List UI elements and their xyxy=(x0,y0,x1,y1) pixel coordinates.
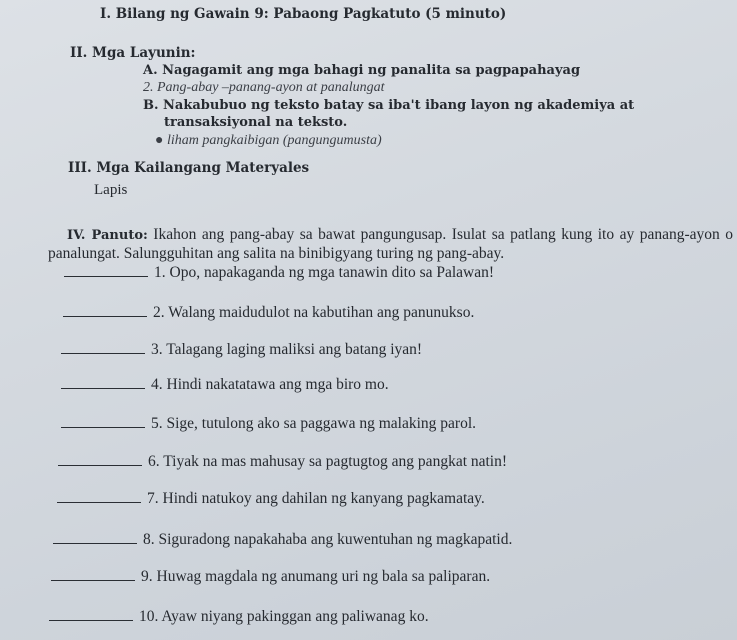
answer-blank[interactable] xyxy=(58,464,142,466)
exercise-sentence: 8. Siguradong napakahaba ang kuwentuhan ng magkapatid. xyxy=(143,531,513,548)
objective-a-sub: 2. Pang-abay –panang-ayon at panalungat xyxy=(143,80,385,95)
answer-blank[interactable] xyxy=(51,579,135,581)
exercise-item xyxy=(58,453,507,471)
instructions-text: Ikahon ang pang-abay sa bawat pangungusap. Isulat sa patlang kung ito ay panang-ayon o panalungat. Salungguhitan ang salita na binibigyang turing ng pang-abay. xyxy=(48,226,733,262)
instructions xyxy=(48,226,733,263)
answer-blank[interactable] xyxy=(53,542,137,544)
exercise-sentence: 6. Tiyak na mas mahusay sa pagtugtog ang pangkat natin! xyxy=(148,453,508,470)
exercise-sentence: 1. Opo, napakaganda ng mga tanawin dito sa Palawan! xyxy=(154,264,495,281)
activity-title: I. Bilang ng Gawain 9: Pabaong Pagkatuto (5 minuto) xyxy=(100,6,507,22)
exercise-item xyxy=(63,304,474,322)
exercise-sentence: 7. Hindi natukoy ang dahilan ng kanyang pagkamatay. xyxy=(147,490,485,507)
answer-blank[interactable] xyxy=(64,275,148,277)
answer-blank[interactable] xyxy=(49,619,133,621)
exercise-sentence: 5. Sige, tutulong ako sa paggawa ng malaking parol. xyxy=(151,415,477,432)
materials-heading: III. Mga Kailangang Materyales xyxy=(68,160,310,176)
exercise-item xyxy=(51,568,490,586)
instructions-label: IV. Panuto: xyxy=(67,228,148,243)
answer-blank[interactable] xyxy=(61,387,145,389)
answer-blank[interactable] xyxy=(57,501,141,503)
materials-list: Lapis xyxy=(94,182,128,198)
answer-blank[interactable] xyxy=(61,426,145,428)
exercise-item xyxy=(57,490,485,508)
exercise-item xyxy=(49,608,429,626)
bullet-text: liham pangkaibigan (pangungumusta) xyxy=(166,133,382,148)
exercise-sentence: 3. Talagang laging maliksi ang batang iyan! xyxy=(151,341,423,358)
exercise-sentence: 4. Hindi nakatatawa ang mga biro mo. xyxy=(151,376,389,393)
exercise-sentence: 10. Ayaw niyang pakinggan ang paliwanag ko. xyxy=(139,608,429,625)
objective-b-bullet xyxy=(155,133,382,149)
exercise-sentence: 9. Huwag magdala ng anumang uri ng bala sa paliparan. xyxy=(141,568,491,585)
objectives-heading: II. Mga Layunin: xyxy=(70,45,196,61)
objective-b-line1: B. Nakabubuo ng teksto batay sa iba't ibang layon ng akademiya at xyxy=(143,98,635,113)
exercise-item xyxy=(64,264,494,282)
exercise-item xyxy=(61,376,389,394)
exercise-item xyxy=(53,531,512,549)
objective-b-line2: transaksiyonal na teksto. xyxy=(164,115,348,130)
exercise-item xyxy=(61,341,422,359)
objective-a: A. Nagagamit ang mga bahagi ng panalita sa pagpapahayag xyxy=(143,63,581,78)
exercise-item xyxy=(61,415,476,433)
bullet-icon: ● xyxy=(155,133,167,148)
exercise-sentence: 2. Walang maidudulot na kabutihan ang panunukso. xyxy=(153,304,475,321)
answer-blank[interactable] xyxy=(63,315,147,317)
answer-blank[interactable] xyxy=(61,352,145,354)
